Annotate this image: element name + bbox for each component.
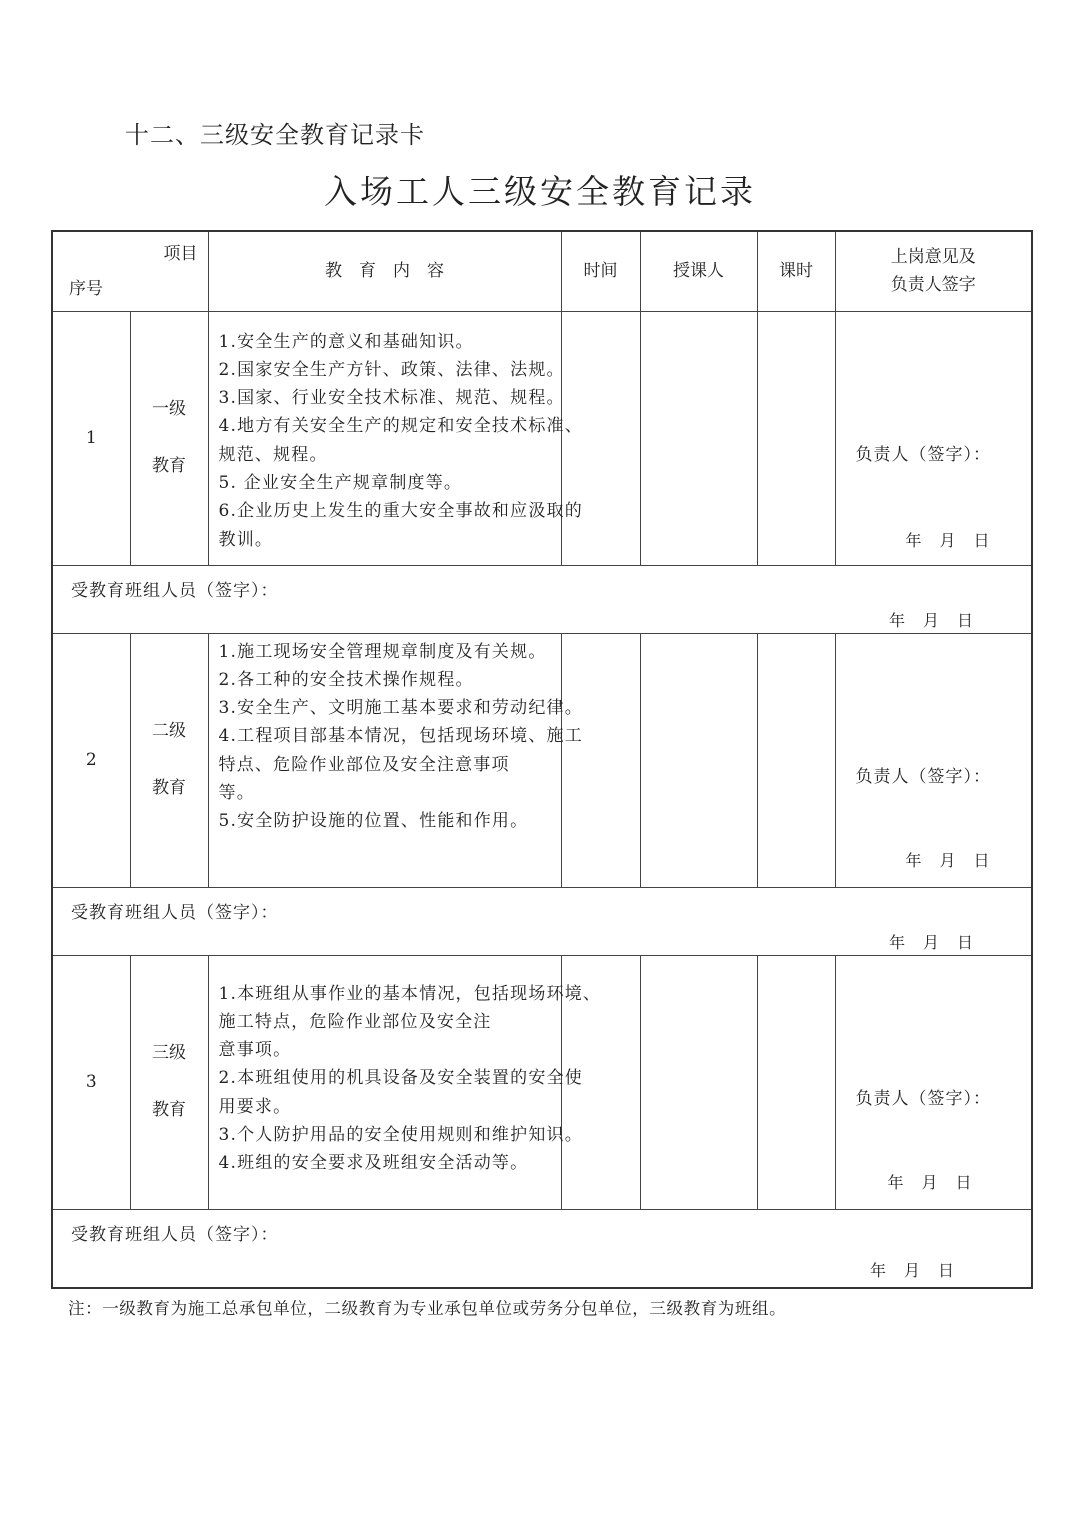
row-time-cell[interactable] bbox=[561, 311, 640, 565]
table-row bbox=[52, 633, 1032, 887]
footnote: 注：一级教育为施工总承包单位，二级教育为专业承包单位或劳务分包单位，三级教育为班组。 bbox=[68, 1299, 787, 1318]
date-label: 年月日 bbox=[905, 850, 1008, 870]
content-line: 教训。 bbox=[218, 529, 274, 550]
header-opinion bbox=[835, 231, 1032, 311]
date-label: 年月日 bbox=[887, 1172, 990, 1192]
content-line: 1.本班组从事作业的基本情况，包括现场环境、 bbox=[218, 983, 602, 1004]
section-title: 十二、三级安全教育记录卡 bbox=[125, 121, 425, 149]
table-row bbox=[52, 955, 1032, 1209]
row-seq: 3 bbox=[52, 955, 130, 1209]
content-line: 3.国家、行业安全技术标准、规范、规程。 bbox=[218, 388, 565, 409]
signature-label: 负责人（签字）： bbox=[855, 766, 991, 787]
header-item-label: 项目 bbox=[163, 244, 198, 264]
page-title: 入场工人三级安全教育记录 bbox=[324, 172, 756, 211]
row-lecturer-cell[interactable] bbox=[640, 311, 757, 565]
row-level bbox=[130, 955, 208, 1209]
row-opinion-cell[interactable] bbox=[835, 311, 1032, 565]
content-line: 2.国家安全生产方针、政策、法律、法规。 bbox=[218, 359, 565, 380]
content-line: 用要求。 bbox=[218, 1096, 292, 1117]
content-line: 3.安全生产、文明施工基本要求和劳动纪律。 bbox=[218, 698, 583, 719]
class-sign-cell[interactable] bbox=[52, 565, 1032, 633]
content-line: 1.施工现场安全管理规章制度及有关规。 bbox=[218, 641, 547, 662]
row-lecturer-cell[interactable] bbox=[640, 955, 757, 1209]
content-line: 4.班组的安全要求及班组安全活动等。 bbox=[218, 1153, 529, 1174]
class-sign-row bbox=[52, 1209, 1032, 1288]
education-record-table bbox=[51, 230, 1033, 1289]
content-line: 施工特点，危险作业部位及安全注 bbox=[218, 1011, 492, 1032]
signature-label: 负责人（签字）： bbox=[855, 444, 991, 465]
class-sign-row bbox=[52, 887, 1032, 955]
header-content: 教 育 内 容 bbox=[208, 231, 561, 311]
row-level-line-1: 三级 bbox=[152, 1043, 186, 1063]
row-seq: 1 bbox=[52, 311, 130, 565]
content-line: 2.本班组使用的机具设备及安全装置的安全使 bbox=[218, 1068, 583, 1089]
signature-label: 负责人（签字）： bbox=[855, 1088, 991, 1109]
content-line: 4.地方有关安全生产的规定和安全技术标准、 bbox=[218, 416, 583, 437]
content-line: 意事项。 bbox=[218, 1040, 292, 1061]
row-level-line-2: 教育 bbox=[152, 1100, 186, 1120]
content-line: 等。 bbox=[218, 782, 255, 803]
content-line: 5. 企业安全生产规章制度等。 bbox=[218, 472, 463, 493]
row-lecturer-cell[interactable] bbox=[640, 633, 757, 887]
header-seq-label: 序号 bbox=[69, 278, 103, 299]
row-seq: 2 bbox=[52, 633, 130, 887]
class-sign-label: 受教育班组人员（签字）： bbox=[71, 1224, 279, 1245]
row-level-line-1: 二级 bbox=[152, 721, 186, 741]
content-line: 规范、规程。 bbox=[218, 444, 328, 465]
content-line: 2.各工种的安全技术操作规程。 bbox=[218, 669, 474, 690]
class-sign-row bbox=[52, 565, 1032, 633]
row-hours-cell[interactable] bbox=[757, 633, 835, 887]
row-level bbox=[130, 311, 208, 565]
date-label: 年月日 bbox=[905, 530, 1008, 550]
header-hours: 课时 bbox=[757, 231, 835, 311]
content-line: 1.安全生产的意义和基础知识。 bbox=[218, 331, 474, 352]
row-opinion-cell[interactable] bbox=[835, 955, 1032, 1209]
row-level bbox=[130, 633, 208, 887]
header-lecturer: 授课人 bbox=[640, 231, 757, 311]
content-line: 特点、危险作业部位及安全注意事项 bbox=[218, 754, 510, 775]
class-sign-cell[interactable] bbox=[52, 887, 1032, 955]
header-opinion-line-2: 负责人签字 bbox=[890, 275, 976, 296]
row-level-line-2: 教育 bbox=[152, 778, 186, 798]
header-opinion-line-1: 上岗意见及 bbox=[890, 247, 976, 268]
content-line: 6.企业历史上发生的重大安全事故和应汲取的 bbox=[218, 501, 583, 522]
content-line: 3.个人防护用品的安全使用规则和维护知识。 bbox=[218, 1124, 583, 1145]
row-content bbox=[208, 633, 583, 887]
class-sign-date: 年月日 bbox=[889, 610, 992, 630]
row-level-line-1: 一级 bbox=[152, 399, 186, 419]
row-content bbox=[208, 311, 583, 565]
class-sign-date: 年月日 bbox=[889, 932, 992, 952]
content-line: 4.工程项目部基本情况，包括现场环境、施工 bbox=[218, 726, 583, 747]
row-level-line-2: 教育 bbox=[152, 456, 186, 476]
content-line: 5.安全防护设施的位置、性能和作用。 bbox=[218, 811, 529, 832]
row-opinion-cell[interactable] bbox=[835, 633, 1032, 887]
row-content bbox=[208, 955, 602, 1209]
class-sign-date: 年月日 bbox=[870, 1260, 973, 1280]
row-hours-cell[interactable] bbox=[757, 311, 835, 565]
table-header-row bbox=[52, 231, 1032, 311]
table-row bbox=[52, 311, 1032, 565]
row-time-cell[interactable] bbox=[561, 633, 640, 887]
row-hours-cell[interactable] bbox=[757, 955, 835, 1209]
header-time: 时间 bbox=[561, 231, 640, 311]
class-sign-label: 受教育班组人员（签字）： bbox=[71, 580, 279, 601]
class-sign-cell[interactable] bbox=[52, 1209, 1032, 1288]
class-sign-label: 受教育班组人员（签字）： bbox=[71, 902, 279, 923]
header-item-seq-cell bbox=[52, 231, 208, 311]
